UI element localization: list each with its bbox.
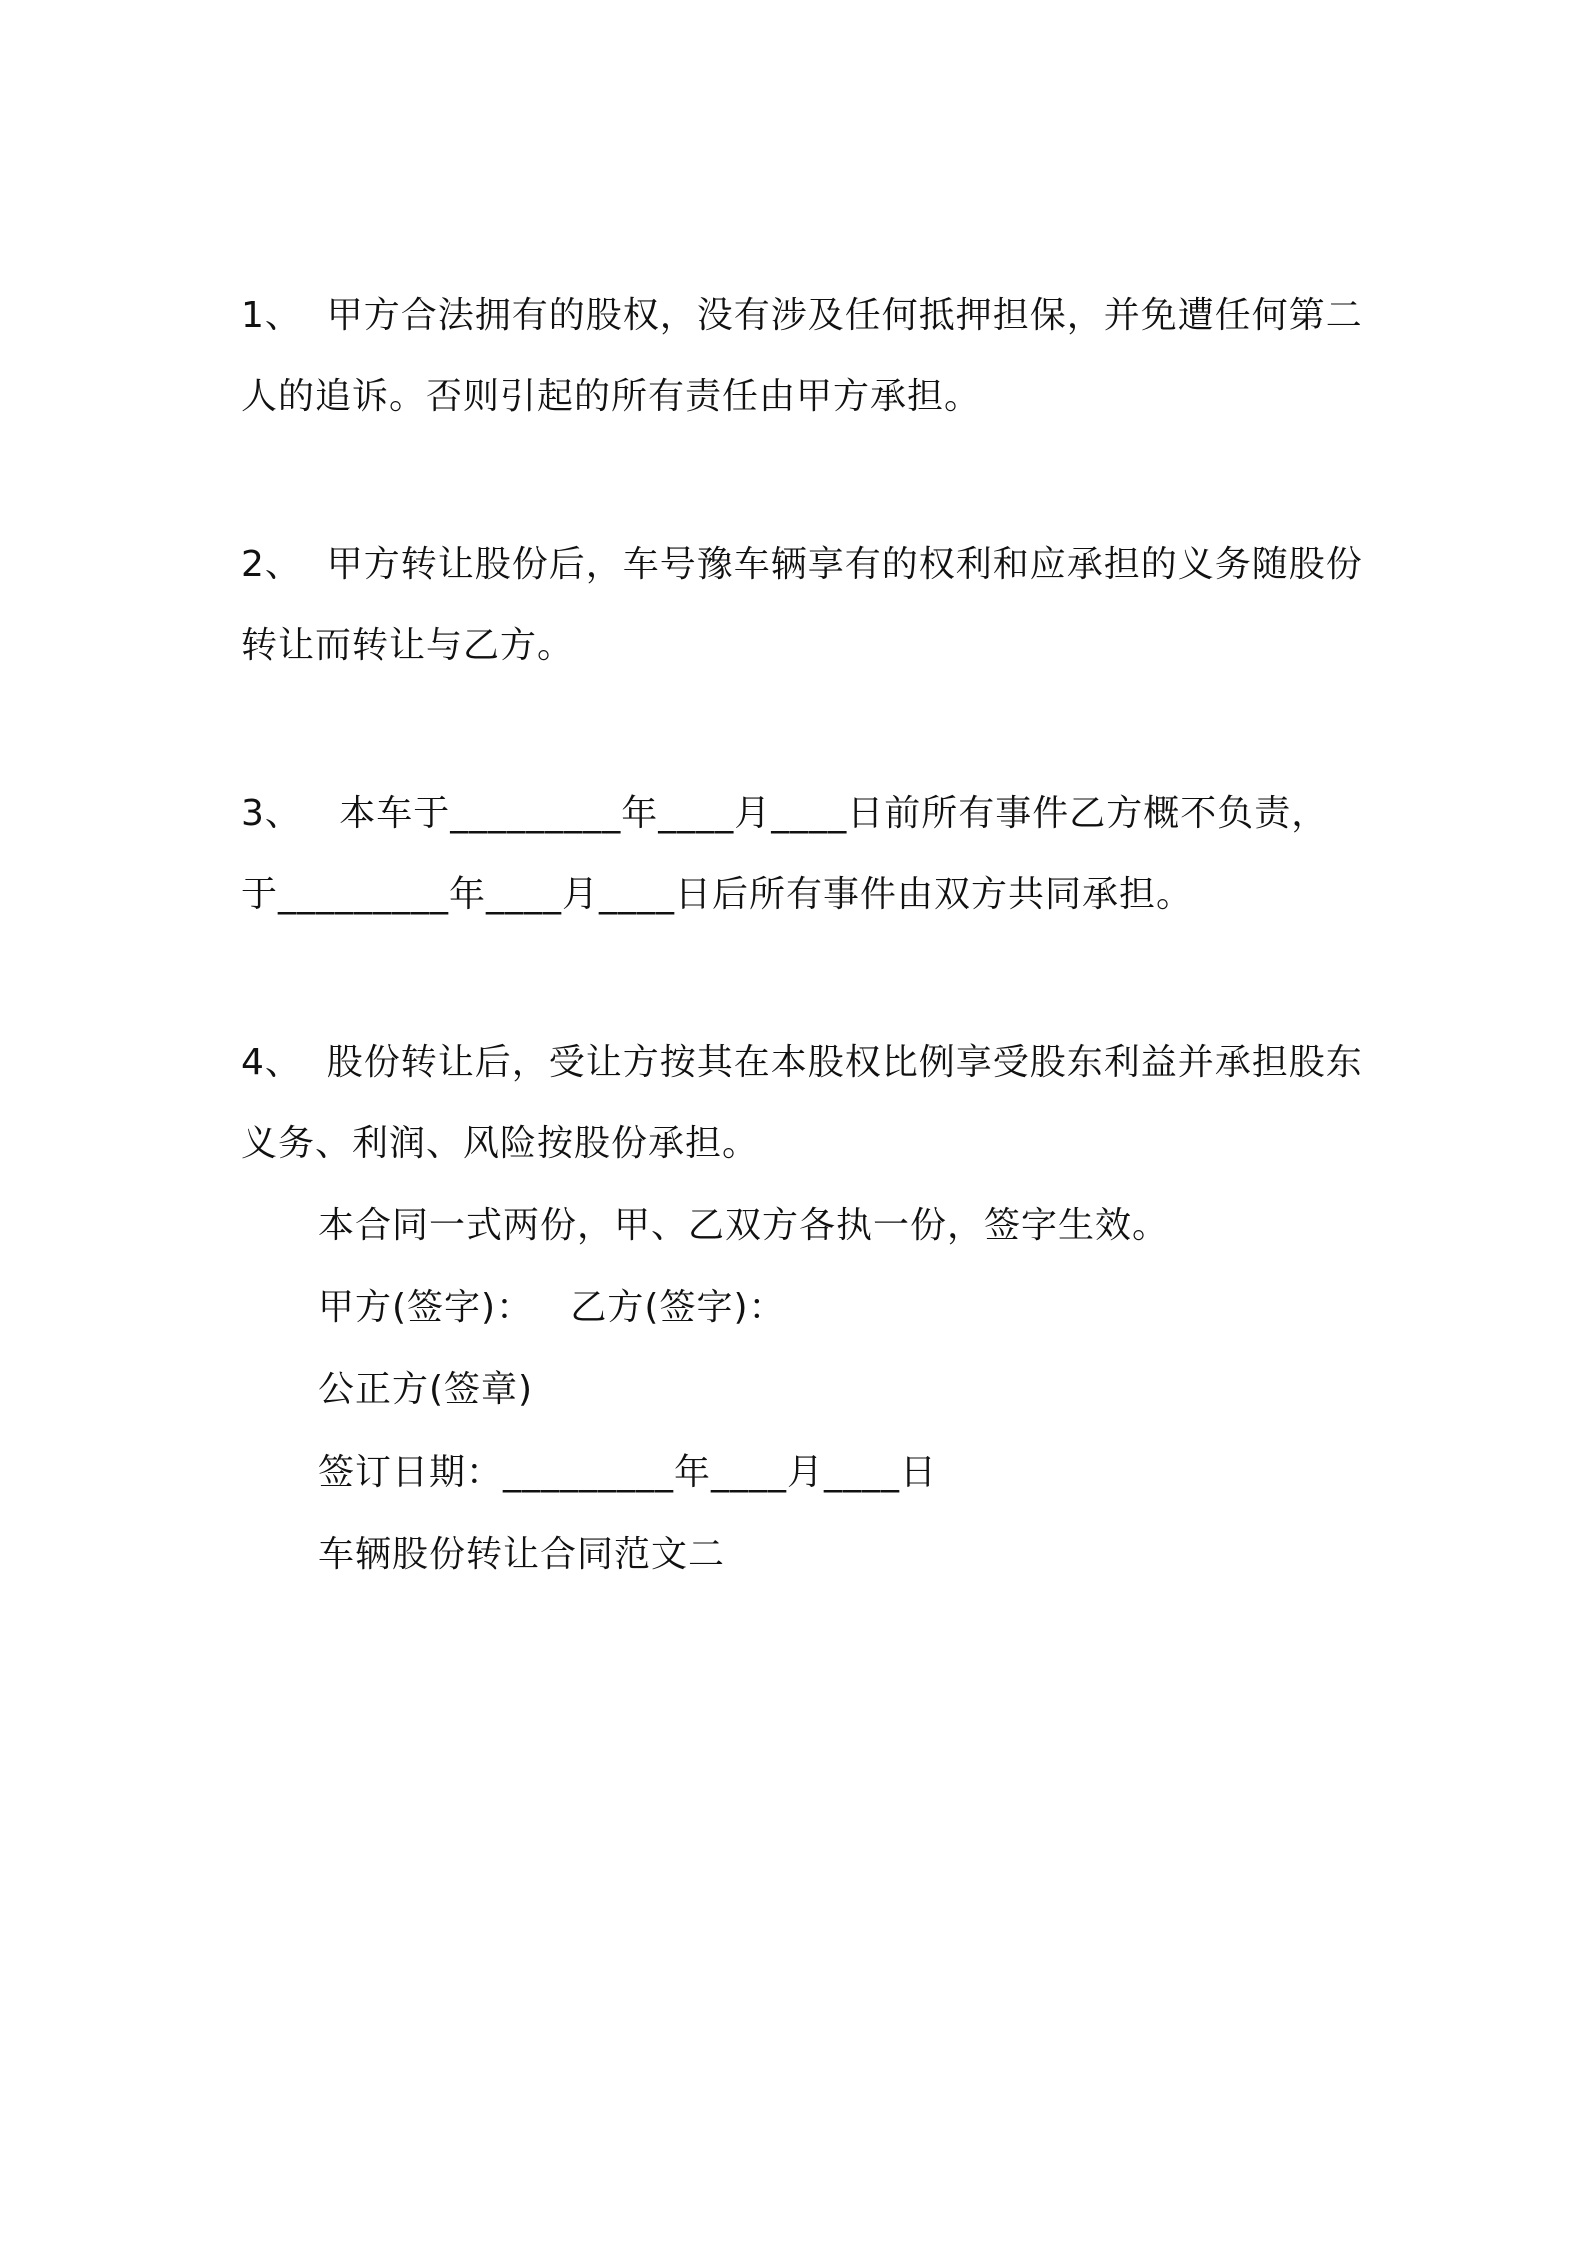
copies-statement: 本合同一式两份，甲、乙双方各执一份，签字生效。 <box>318 1205 1170 1246</box>
clause-4-line-1: 4、 股份转让后，受让方按其在本股权比例享受股东利益并承担股东 <box>241 1042 1363 1083</box>
clause-3-line-2: 于_________年____月____日后所有事件由双方共同承担。 <box>241 874 1194 915</box>
clause-1-line-2: 人的追诉。否则引起的所有责任由甲方承担。 <box>241 376 982 417</box>
clause-2-line-1: 2、 甲方转让股份后，车号豫车辆享有的权利和应承担的义务随股份 <box>241 544 1363 585</box>
clause-4-line-2: 义务、利润、风险按股份承担。 <box>241 1123 760 1164</box>
clause-3-line-1: 3、 本车于_________年____月____日前所有事件乙方概不负责， <box>241 793 1329 834</box>
notary-line: 公正方(签章) <box>318 1369 534 1410</box>
clause-1-line-1: 1、 甲方合法拥有的股权，没有涉及任何抵押担保，并免遭任何第二 <box>241 295 1363 336</box>
clause-2-line-2: 转让而转让与乙方。 <box>241 625 575 666</box>
sign-date-line: 签订日期：_________年____月____日 <box>318 1452 938 1493</box>
signature-line: 甲方(签字)： 乙方(签字)： <box>318 1287 786 1328</box>
next-section-title: 车辆股份转让合同范文二 <box>318 1534 726 1575</box>
